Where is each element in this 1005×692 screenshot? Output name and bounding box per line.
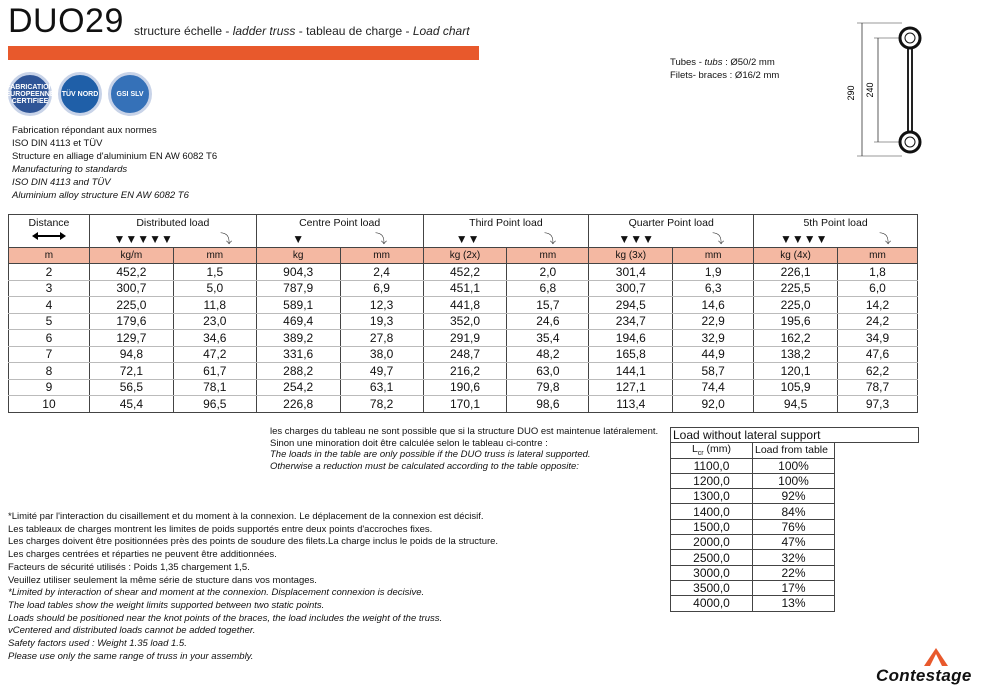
lateral-cell: 100% xyxy=(753,473,835,488)
table-cell: 352,0 xyxy=(423,313,507,330)
table-cell: 3 xyxy=(9,280,90,297)
distance-arrow-icon xyxy=(32,232,66,240)
table-cell: 92,0 xyxy=(673,396,754,413)
certification-logos xyxy=(5,72,152,116)
table-cell: 11,8 xyxy=(173,297,256,314)
header-centre-point-load: Centre Point load ▼ ⤵ xyxy=(256,215,423,248)
lateral-cell: 1100,0 xyxy=(671,458,753,473)
lateral-cell: 3000,0 xyxy=(671,565,753,580)
table-cell: 49,7 xyxy=(340,363,423,380)
table-cell: 195,6 xyxy=(754,313,838,330)
lateral-support-table xyxy=(670,427,919,612)
deflection-icon: ⤵ xyxy=(544,232,557,246)
deflection-icon: ⤵ xyxy=(879,232,892,246)
table-cell: 226,8 xyxy=(256,396,340,413)
eu-certification-logo: FABRICATION EUROPEENNE CERTIFIEE xyxy=(8,72,52,116)
lcr-column-header: $L_{cr}$ (mm) xyxy=(671,443,753,458)
lateral-cell: 76% xyxy=(753,519,835,534)
table-cell: 2 xyxy=(9,264,90,281)
table-cell: 6,9 xyxy=(340,280,423,297)
table-cell: 190,6 xyxy=(423,379,507,396)
lateral-cell: 2000,0 xyxy=(671,535,753,550)
lateral-row xyxy=(671,489,919,504)
truss-profile-diagram xyxy=(842,18,932,168)
brand-name: Contestage xyxy=(876,666,972,685)
table-cell: 63,0 xyxy=(507,363,589,380)
table-row xyxy=(9,363,918,380)
lateral-cell: 22% xyxy=(753,565,835,580)
inner-dimension: 240 xyxy=(865,82,875,98)
table-cell: 301,4 xyxy=(589,264,673,281)
table-cell: 6 xyxy=(9,330,90,347)
table-cell: 34,9 xyxy=(838,330,918,347)
table-cell: 10 xyxy=(9,396,90,413)
table-row xyxy=(9,379,918,396)
lateral-support-note: les charges du tableau ne sont possible que si la structure DUO est maintenue latéralement. Sinon une minoration doit être calculée selon le tableau ci-contre : The loads in the table are only possible if the DUO truss is lateral supported. Otherwise a reduction must be calculated according to the table opposite: xyxy=(270,426,659,472)
table-cell: 79,8 xyxy=(507,379,589,396)
lateral-row xyxy=(671,596,919,611)
table-cell: 105,9 xyxy=(754,379,838,396)
load-table xyxy=(8,214,918,413)
table-cell: 24,6 xyxy=(507,313,589,330)
gsi-slv-logo: GSI SLV xyxy=(108,72,152,116)
table-cell: 300,7 xyxy=(589,280,673,297)
table-cell: 9 xyxy=(9,379,90,396)
lateral-cell: 1400,0 xyxy=(671,504,753,519)
table-cell: 14,6 xyxy=(673,297,754,314)
units-row: m kg/m mm kg mm kg (2x) mm kg (3x) mm kg (4x) mm xyxy=(9,248,918,264)
table-cell: 113,4 xyxy=(589,396,673,413)
table-cell: 254,2 xyxy=(256,379,340,396)
table-cell: 47,6 xyxy=(838,346,918,363)
tube-specs: Tubes - tubs : Ø50/2 mm Filets- braces : Ø16/2 mm xyxy=(670,57,780,81)
table-cell: 38,0 xyxy=(340,346,423,363)
table-cell: 19,3 xyxy=(340,313,423,330)
lateral-row xyxy=(671,519,919,534)
table-row xyxy=(9,280,918,297)
table-cell: 47,2 xyxy=(173,346,256,363)
table-row xyxy=(9,264,918,281)
table-cell: 96,5 xyxy=(173,396,256,413)
table-cell: 44,9 xyxy=(673,346,754,363)
lateral-row xyxy=(671,550,919,565)
table-cell: 94,8 xyxy=(89,346,173,363)
table-cell: 1,8 xyxy=(838,264,918,281)
table-cell: 331,6 xyxy=(256,346,340,363)
load-from-table-header: Load from table xyxy=(753,443,835,458)
table-cell: 294,5 xyxy=(589,297,673,314)
table-cell: 98,6 xyxy=(507,396,589,413)
table-row xyxy=(9,330,918,347)
page-title: DUO29 xyxy=(8,2,124,40)
table-cell: 32,9 xyxy=(673,330,754,347)
table-cell: 144,1 xyxy=(589,363,673,380)
table-cell: 904,3 xyxy=(256,264,340,281)
table-row xyxy=(9,346,918,363)
table-cell: 62,2 xyxy=(838,363,918,380)
tuv-logo: TÜV NORD xyxy=(58,72,102,116)
footnotes: *Limité par l'interaction du cisaillement et du moment à la connexion. Le déplacement de la connexion est décisif. Les tableaux de charges montrent les limites de poids supportés entre deux points d'accroches fixes. Les charges doivent être positionnées près des points de soudure des filets.La charge inclus le poids de la structure. Les charges centrées et réparties ne peuvent être additionnées. Facteurs de sécurité utilisés : Poids 1,35 chargement 1,5. Veuillez utiliser seulement la même série de stucture dans vos montages. *Limited by interaction of shear and moment at the connexion. Displacement connexion is decisive. The load tables show the weight limits supported between two static points. Loads should be positioned near the knot points of the braces, the load includes the weight of the truss. vCentered and distributed loads cannot be added together. Safety factors used : Weight 1.35 load 1.5. Please use only the same range of truss in your assembly. xyxy=(8,511,499,662)
lateral-row xyxy=(671,504,919,519)
lateral-cell: 92% xyxy=(753,489,835,504)
table-row xyxy=(9,396,918,413)
lateral-cell: 32% xyxy=(753,550,835,565)
table-cell: 179,6 xyxy=(89,313,173,330)
lateral-cell: 13% xyxy=(753,596,835,611)
header-quarter-point-load: Quarter Point load ▼▼▼ ⤵ xyxy=(589,215,754,248)
table-cell: 5 xyxy=(9,313,90,330)
table-cell: 787,9 xyxy=(256,280,340,297)
table-cell: 291,9 xyxy=(423,330,507,347)
table-cell: 8 xyxy=(9,363,90,380)
table-cell: 225,0 xyxy=(89,297,173,314)
table-cell: 194,6 xyxy=(589,330,673,347)
table-cell: 389,2 xyxy=(256,330,340,347)
table-cell: 15,7 xyxy=(507,297,589,314)
table-cell: 127,1 xyxy=(589,379,673,396)
table-cell: 1,5 xyxy=(173,264,256,281)
table-cell: 63,1 xyxy=(340,379,423,396)
table-cell: 226,1 xyxy=(754,264,838,281)
table-cell: 56,5 xyxy=(89,379,173,396)
table-cell: 94,5 xyxy=(754,396,838,413)
table-cell: 451,1 xyxy=(423,280,507,297)
lateral-table-title: Load without lateral support xyxy=(671,428,919,443)
header-fifth-point-load: 5th Point load ▼▼▼▼ ⤵ xyxy=(754,215,918,248)
table-cell: 120,1 xyxy=(754,363,838,380)
table-cell: 1,9 xyxy=(673,264,754,281)
standards-text: Fabrication répondant aux normes ISO DIN 4113 et TÜV Structure en alliage d'aluminium EN AW 6082 T6 Manufacturing to standards ISO DIN 4113 and TÜV Aluminium alloy structure EN AW 6082 T6 xyxy=(12,125,218,201)
header-third-point-load: Third Point load ▼▼ ⤵ xyxy=(423,215,589,248)
table-cell: 78,1 xyxy=(173,379,256,396)
table-cell: 170,1 xyxy=(423,396,507,413)
table-cell: 24,2 xyxy=(838,313,918,330)
table-cell: 7 xyxy=(9,346,90,363)
table-cell: 5,0 xyxy=(173,280,256,297)
lateral-cell: 100% xyxy=(753,458,835,473)
third-point-load-icon: ▼▼ xyxy=(455,231,480,246)
centre-point-load-icon: ▼ xyxy=(292,231,305,246)
table-cell: 61,7 xyxy=(173,363,256,380)
table-cell: 452,2 xyxy=(89,264,173,281)
lateral-cell: 3500,0 xyxy=(671,580,753,595)
table-cell: 216,2 xyxy=(423,363,507,380)
brand-triangle-icon xyxy=(876,646,1001,668)
table-cell: 58,7 xyxy=(673,363,754,380)
lateral-row xyxy=(671,458,919,473)
title-underline-bar xyxy=(8,46,479,60)
table-cell: 14,2 xyxy=(838,297,918,314)
table-cell: 469,4 xyxy=(256,313,340,330)
lateral-row xyxy=(671,473,919,488)
table-cell: 12,3 xyxy=(340,297,423,314)
table-cell: 441,8 xyxy=(423,297,507,314)
deflection-icon: ⤵ xyxy=(375,232,388,246)
table-cell: 2,0 xyxy=(507,264,589,281)
deflection-icon: ⤵ xyxy=(220,232,233,246)
table-cell: 72,1 xyxy=(89,363,173,380)
table-cell: 35,4 xyxy=(507,330,589,347)
quarter-point-load-icon: ▼▼▼ xyxy=(618,231,654,246)
table-cell: 78,7 xyxy=(838,379,918,396)
table-cell: 48,2 xyxy=(507,346,589,363)
lateral-cell: 1300,0 xyxy=(671,489,753,504)
lateral-cell: 1200,0 xyxy=(671,473,753,488)
lateral-cell: 1500,0 xyxy=(671,519,753,534)
lateral-row xyxy=(671,580,919,595)
table-cell: 6,0 xyxy=(838,280,918,297)
lateral-cell: 2500,0 xyxy=(671,550,753,565)
header-distance: Distance xyxy=(9,215,90,248)
table-cell: 300,7 xyxy=(89,280,173,297)
fifth-point-load-icon: ▼▼▼▼ xyxy=(779,231,828,246)
table-cell: 97,3 xyxy=(838,396,918,413)
lateral-row xyxy=(671,565,919,580)
table-cell: 138,2 xyxy=(754,346,838,363)
lateral-cell: 17% xyxy=(753,580,835,595)
table-cell: 23,0 xyxy=(173,313,256,330)
contestage-logo xyxy=(876,646,1001,686)
table-cell: 248,7 xyxy=(423,346,507,363)
table-cell: 6,3 xyxy=(673,280,754,297)
table-cell: 288,2 xyxy=(256,363,340,380)
table-cell: 129,7 xyxy=(89,330,173,347)
page-subtitle: structure échelle - ladder truss - tableau de charge - Load chart xyxy=(134,24,470,38)
distributed-load-icon: ▼▼▼▼▼ xyxy=(113,231,173,246)
table-cell: 4 xyxy=(9,297,90,314)
table-cell: 589,1 xyxy=(256,297,340,314)
table-cell: 452,2 xyxy=(423,264,507,281)
lateral-cell: 4000,0 xyxy=(671,596,753,611)
deflection-icon: ⤵ xyxy=(712,232,725,246)
table-cell: 45,4 xyxy=(89,396,173,413)
table-cell: 74,4 xyxy=(673,379,754,396)
table-cell: 225,5 xyxy=(754,280,838,297)
outer-dimension: 290 xyxy=(846,85,856,101)
table-cell: 22,9 xyxy=(673,313,754,330)
table-cell: 6,8 xyxy=(507,280,589,297)
table-cell: 27,8 xyxy=(340,330,423,347)
table-cell: 165,8 xyxy=(589,346,673,363)
table-cell: 2,4 xyxy=(340,264,423,281)
table-cell: 225,0 xyxy=(754,297,838,314)
table-cell: 78,2 xyxy=(340,396,423,413)
lateral-cell: 47% xyxy=(753,535,835,550)
table-row xyxy=(9,313,918,330)
table-row xyxy=(9,297,918,314)
table-cell: 162,2 xyxy=(754,330,838,347)
table-cell: 234,7 xyxy=(589,313,673,330)
lateral-cell: 84% xyxy=(753,504,835,519)
header-distributed-load: Distributed load ▼▼▼▼▼ ⤵ xyxy=(89,215,256,248)
lateral-row xyxy=(671,535,919,550)
table-cell: 34,6 xyxy=(173,330,256,347)
